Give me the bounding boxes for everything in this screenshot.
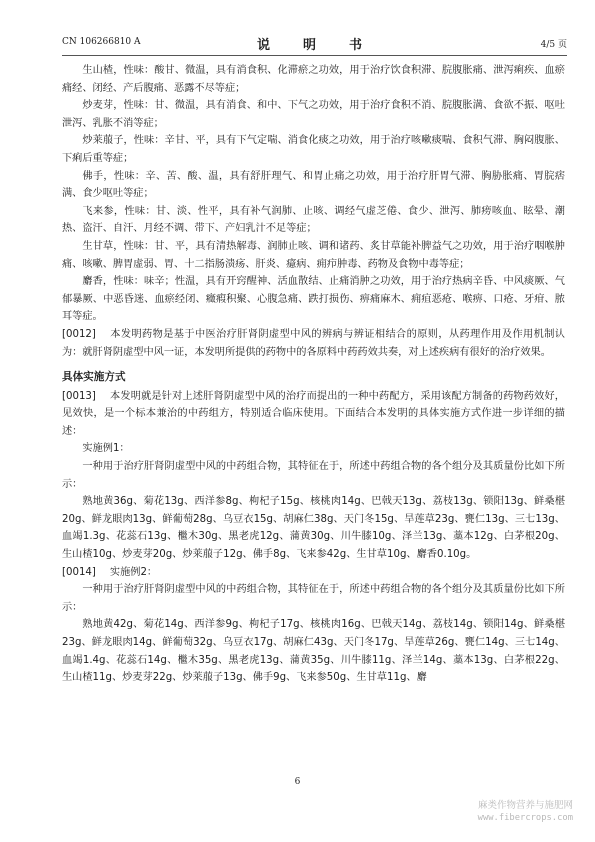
document-body bbox=[62, 62, 565, 687]
watermark-cn: 麻类作物营养与施肥网 bbox=[477, 800, 573, 811]
page-number: 6 bbox=[294, 777, 301, 787]
paragraph-0014 bbox=[62, 564, 565, 582]
paragraph-number: [0013] bbox=[62, 390, 96, 402]
herb-paragraph: 麝香，性味：味辛；性温，具有开窍醒神、活血散结、止痛消肿之功效，用于治疗热病辛昏、中风痰厥、气郁暴厥、中恶昏迷、血瘀经闭、癥瘕积聚、心腹急痛、跌打损伤、痹痛麻木、痈疽恶疮、喉痹、口疮、牙疳、脓耳等症。 bbox=[62, 276, 565, 323]
example-2-ingredients: 熟地黄42g、菊花14g、西洋参9g、枸杞子17g、核桃肉16g、巴戟天14g、荔枝14g、锁阳14g、鲜桑椹23g、鲜龙眼肉14g、鲜葡萄32g、乌豆衣17g、胡麻仁43g、天门冬17g、旱莲草26g、甕仁14g、三七14g、血竭1.4g、花蕊石14g、檵木35g、黑老虎13g、蒲黄35g、川牛膝11g、泽兰14g、藁本13g、白茅根22g、生山楂11g、炒麦芽22g、炒莱菔子13g、佛手9g、飞来参50g、生甘草11g、麝 bbox=[62, 619, 565, 684]
patent-number: CN 106266810 A bbox=[62, 37, 141, 47]
example-2-intro: 一种用于治疗肝肾阴虚型中风的中药组合物，其特征在于，所述中药组合物的各个组分及其质量份比如下所示： bbox=[62, 584, 565, 613]
example-2-title: 实施例2： bbox=[109, 566, 158, 578]
herb-paragraph: 炒莱菔子，性味：辛甘、平，具有下气定喘、消食化痰之功效，用于治疗咳嗽痰喘、食积气滞、胸闷腹胀、下痢后重等症； bbox=[62, 135, 565, 164]
page-indicator: 4/5 页 bbox=[540, 40, 567, 50]
document-title: 说 明 书 bbox=[256, 38, 372, 53]
example-1-intro: 一种用于治疗肝肾阴虚型中风的中药组合物，其特征在于，所述中药组合物的各个组分及其质量份比如下所示： bbox=[62, 461, 565, 490]
paragraph-0013 bbox=[62, 388, 565, 441]
paragraph-number: [0012] bbox=[62, 328, 96, 340]
example-1-title: 实施例1： bbox=[82, 443, 130, 455]
paragraph-0012 bbox=[62, 326, 565, 361]
page-header bbox=[62, 34, 567, 52]
paragraph-text: 本发明药物是基于中医治疗肝肾阴虚型中风的辨病与辨证相结合的原则，从药理作用及作用机制认为：就肝肾阴虚型中风一证，本发明所提供的药物中的各原料中药药效共奏，对上述疾病有很好的治疗效果。 bbox=[62, 328, 565, 358]
watermark-url: www.fibercrops.com bbox=[477, 813, 573, 823]
example-1-ingredients: 熟地黄36g、菊花13g、西洋参8g、枸杞子15g、核桃肉14g、巴戟天13g、荔枝13g、锁阳13g、鲜桑椹20g、鲜龙眼肉13g、鲜葡萄28g、乌豆衣15g、胡麻仁38g、天门冬15g、旱莲草23g、甕仁13g、三七13g、血竭1.3g、花蕊石13g、檵木30g、黑老虎12g、蒲黄30g、川牛膝10g、泽兰13g、藁本12g、白茅根20g、生山楂10g、炒麦芽20g、炒莱菔子12g、佛手8g、飞来参42g、生甘草10g、麝香0.10g。 bbox=[62, 496, 565, 561]
paragraph-text: 本发明就是针对上述肝肾阴虚型中风的治疗而提出的一种中药配方，采用该配方制备的药物药效好，见效快，是一个标本兼治的中药组方，特别适合临床使用。下面结合本发明的具体实施方式作进一步详细的描述： bbox=[62, 390, 565, 437]
herb-paragraph: 生甘草，性味：甘、平，具有清热解毒、润肺止咳、调和诸药、炙甘草能补脾益气之功效，用于治疗咽喉肿痛、咳嗽、脾胃虚弱、胃、十二指肠溃疡、肝炎、癔病、痈疖肿毒、药物及食物中毒等症； bbox=[62, 240, 565, 270]
herb-paragraph: 佛手，性味：辛、苦、酸、温，具有舒肝理气、和胃止痛之功效，用于治疗肝胃气滞、胸胁胀痛、胃脘痞满、食少呕吐等症； bbox=[62, 170, 565, 200]
herb-paragraph: 生山楂，性味：酸甘、微温，具有消食积、化滞瘀之功效，用于治疗饮食积滞、脘腹胀痛、泄泻痢疾、血瘀痛经、闭经、产后腹痛、恶露不尽等症； bbox=[62, 65, 565, 94]
section-heading: 具体实施方式 bbox=[62, 371, 126, 384]
herb-paragraph: 飞来参，性味：甘、淡、性平，具有补气润肺、止咳、调经气虚芝倦、食少、泄泻、肺痨咳血、眩晕、潮热、盗汗、自汗、月经不调、带下、产妇乳汁不足等症； bbox=[62, 205, 565, 235]
herb-paragraph: 炒麦芽，性味：甘、微温，具有消食、和中、下气之功效，用于治疗食积不消、脘腹胀满、食欲不振、呕吐泄泻、乳胀不消等症； bbox=[62, 100, 565, 129]
header-divider bbox=[62, 55, 567, 56]
paragraph-number: [0014] bbox=[62, 566, 96, 578]
site-watermark bbox=[478, 800, 573, 824]
